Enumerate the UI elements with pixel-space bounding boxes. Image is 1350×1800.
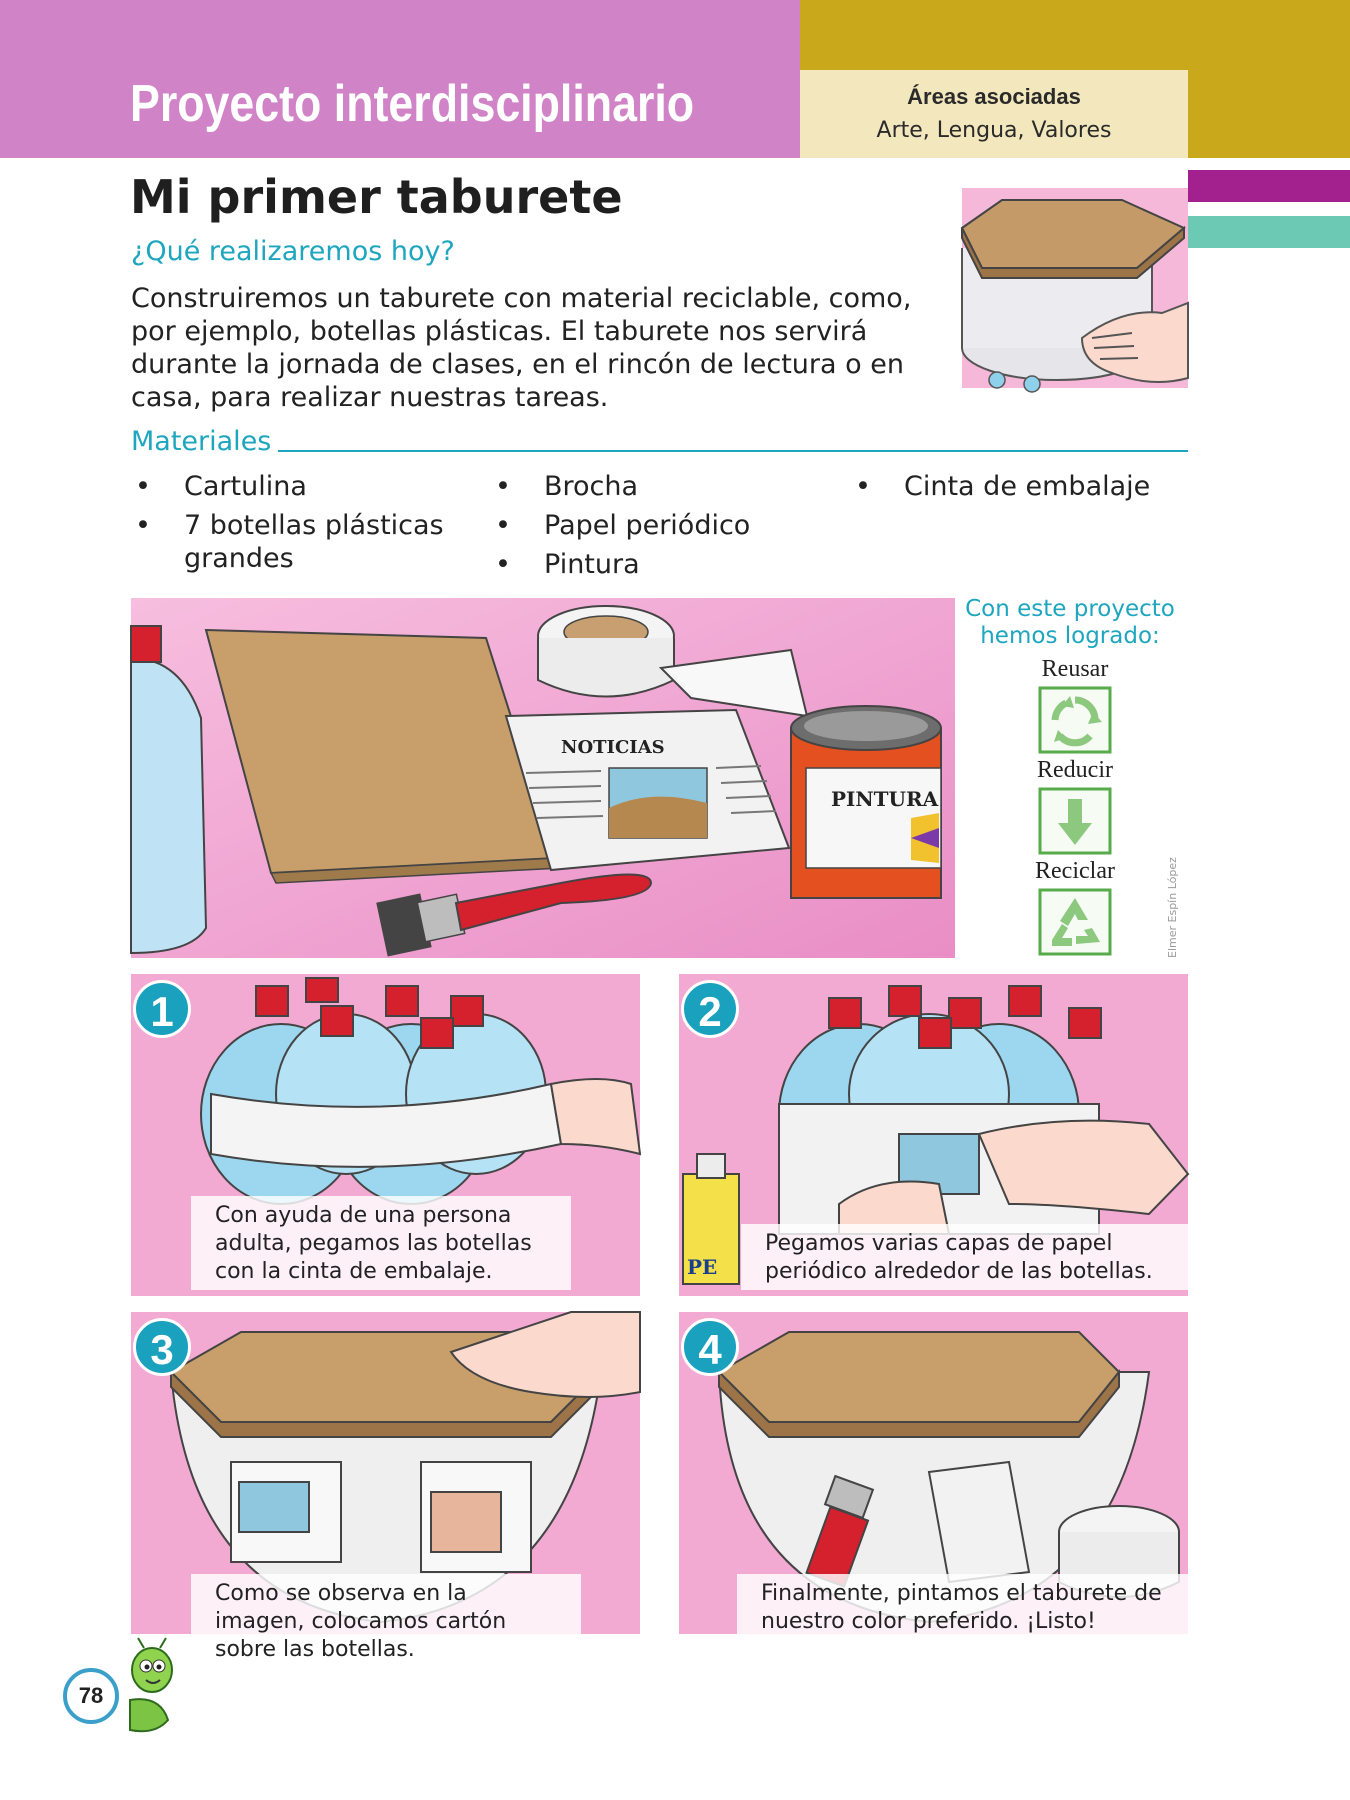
- step-number-badge: 4: [681, 1318, 739, 1376]
- glue-label: PE: [687, 1255, 718, 1279]
- associated-areas-title: Áreas asociadas: [907, 84, 1081, 109]
- section-title: Proyecto interdisciplinario: [130, 75, 695, 133]
- decorative-stripe-magenta: [1188, 170, 1350, 202]
- materials-divider: [278, 450, 1188, 452]
- step-number-badge: 2: [681, 980, 739, 1038]
- step-panel-2: [679, 974, 1188, 1296]
- step-number-badge: 1: [133, 980, 191, 1038]
- reuse-icon: [1038, 686, 1112, 754]
- step-caption: Con ayuda de una persona adulta, pegamos las botellas con la cinta de embalaje.: [191, 1196, 571, 1290]
- material-item: • Cinta de embalaje: [851, 470, 1181, 503]
- materials-illustration: [131, 598, 955, 958]
- achievement-label-reuse: Reusar: [1041, 656, 1109, 682]
- decorative-stripe-teal: [1188, 216, 1350, 248]
- step-panel-1: [131, 974, 640, 1296]
- material-item: • Papel periódico: [491, 509, 831, 542]
- step-caption: Pegamos varias capas de papel periódico alrededor de las botellas.: [741, 1224, 1188, 1290]
- newspaper-label: NOTICIAS: [561, 737, 665, 758]
- associated-areas-box: [800, 70, 1188, 158]
- achievement-label-reduce: Reducir: [1037, 757, 1113, 783]
- materials-heading: Materiales: [131, 426, 272, 457]
- recycle-icon: [1038, 888, 1112, 956]
- achievements-title: Con este proyecto hemos logrado:: [965, 596, 1175, 649]
- material-item: • 7 botellas plásticas grandes: [131, 509, 471, 575]
- page-title: Mi primer taburete: [130, 170, 623, 224]
- material-item: • Cartulina: [131, 470, 471, 503]
- intro-paragraph: Construiremos un taburete con material reciclable, como, por ejemplo, botellas plásticas. El taburete nos servirá durante la jornada de clases, en el rincón de lectura o en casa, para realizar nuestras tareas.: [131, 283, 912, 413]
- materials-list-column-1: [131, 470, 471, 581]
- material-item: • Brocha: [491, 470, 831, 503]
- step-caption: Como se observa en la imagen, colocamos cartón sobre las botellas.: [191, 1574, 581, 1668]
- finished-stool-image: [962, 188, 1188, 388]
- illustrator-credit: Elmer Espín López: [1166, 857, 1179, 958]
- materials-list-column-3: [851, 470, 1181, 509]
- materials-list-column-2: [491, 470, 831, 587]
- reduce-icon: [1038, 787, 1112, 855]
- step-panel-4: [679, 1312, 1188, 1634]
- step-caption: Finalmente, pintamos el taburete de nuestro color preferido. ¡Listo!: [737, 1574, 1188, 1640]
- step-number-badge: 3: [133, 1318, 191, 1376]
- step-panel-3: [131, 1312, 640, 1662]
- material-item: • Pintura: [491, 548, 831, 581]
- associated-areas-list: Arte, Lengua, Valores: [876, 118, 1112, 143]
- paint-label: PINTURA: [831, 787, 939, 811]
- page-number: 78: [63, 1668, 119, 1724]
- achievement-label-recycle: Reciclar: [1035, 858, 1115, 884]
- question-heading: ¿Qué realizaremos hoy?: [131, 236, 455, 267]
